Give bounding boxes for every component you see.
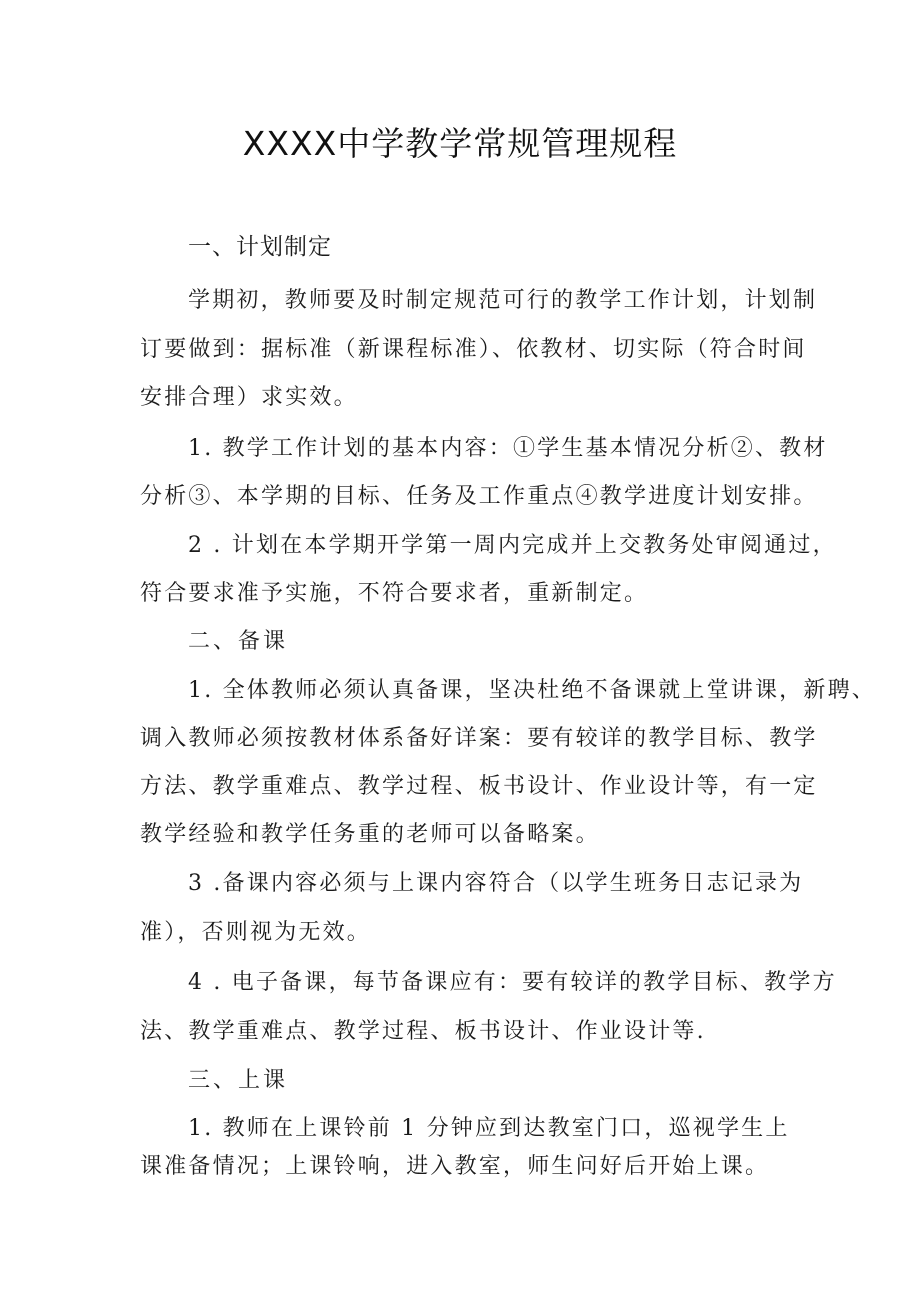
section-heading-plan: 一、计划制定 (188, 234, 332, 260)
paragraph-line: 安排合理）求实效。 (140, 385, 358, 410)
paragraph-line: 3 .备课内容必须与上课内容符合（以学生班务日志记录为 (188, 871, 804, 896)
paragraph-line: 分析③、本学期的目标、任务及工作重点④教学进度计划安排。 (140, 484, 818, 509)
paragraph-line: 法、教学重难点、教学过程、板书设计、作业设计等. (140, 1019, 706, 1044)
paragraph-line: 方法、教学重难点、教学过程、板书设计、作业设计等，有一定 (140, 774, 818, 799)
section-heading-class: 三、上课 (188, 1068, 289, 1093)
paragraph-line: 1. 全体教师必须认真备课，坚决杜绝不备课就上堂讲课，新聘、 (188, 678, 876, 703)
section-heading-prep: 二、备课 (188, 629, 289, 654)
paragraph-line: 订要做到：据标准（新课程标准）、依教材、切实际（符合时间 (140, 337, 807, 362)
paragraph-line: 1. 教学工作计划的基本内容：①学生基本情况分析②、教材 (188, 436, 828, 461)
paragraph-line: 准），否则视为无效。 (140, 920, 372, 945)
document-title: XXXX中学教学常规管理规程 (242, 124, 678, 163)
paragraph-line: 教学经验和教学任务重的老师可以备略案。 (140, 822, 600, 847)
paragraph-line: 课准备情况；上课铃响，进入教室，师生问好后开始上课。 (140, 1154, 770, 1179)
paragraph-line: 符合要求准予实施，不符合要求者，重新制定。 (140, 581, 649, 606)
paragraph-line: 学期初，教师要及时制定规范可行的教学工作计划，计划制 (188, 288, 818, 313)
paragraph-line: 4 . 电子备课，每节备课应有：要有较详的教学目标、教学方 (188, 970, 837, 995)
paragraph-line: 2 . 计划在本学期开学第一周内完成并上交教务处审阅通过， (188, 533, 837, 558)
paragraph-line: 调入教师必须按教材体系备好详案：要有较详的教学目标、教学 (140, 726, 818, 751)
paragraph-line: 1. 教师在上课铃前 1 分钟应到达教室门口，巡视学生上 (188, 1116, 790, 1141)
